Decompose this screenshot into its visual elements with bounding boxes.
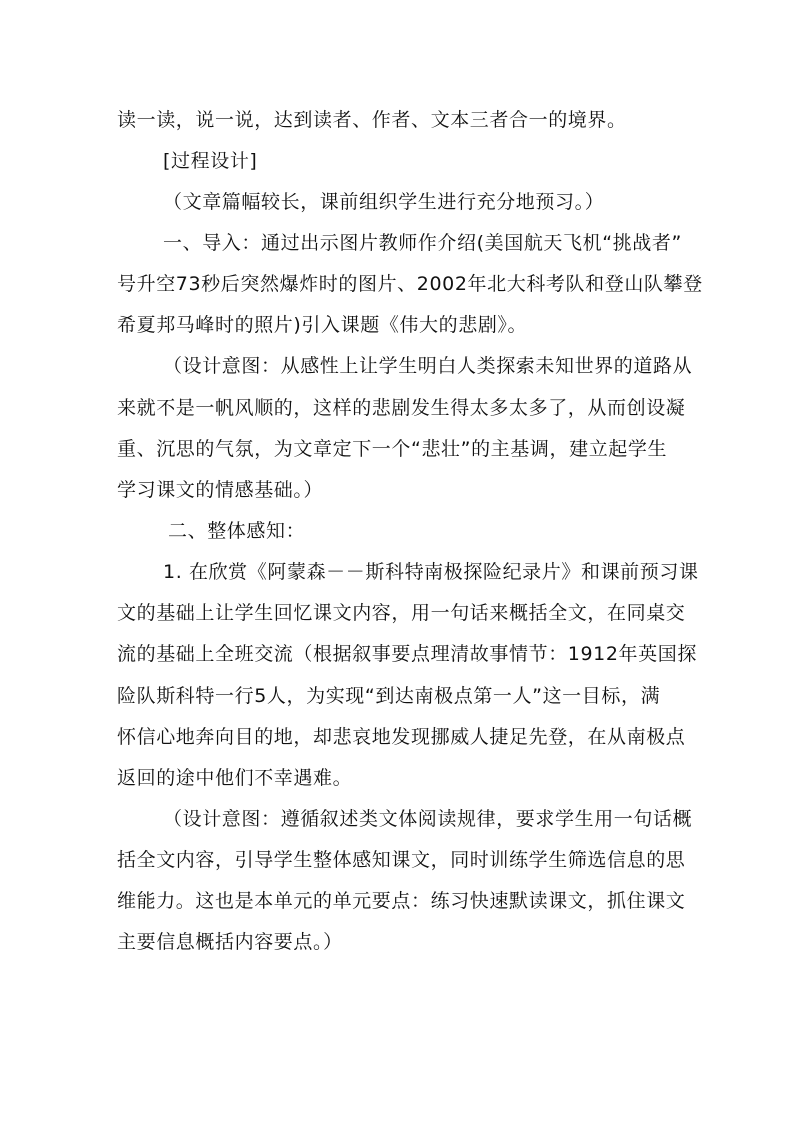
- text-line: （文章篇幅较长，课前组织学生进行充分地预习。）: [163, 191, 605, 213]
- text-line: 括全文内容，引导学生整体感知课文，同时训练学生筛选信息的思: [117, 849, 686, 871]
- text-line: 学习课文的情感基础。）: [117, 479, 324, 501]
- text-line: 1. 在欣赏《阿蒙森－－斯科特南极探险纪录片》和课前预习课: [163, 561, 699, 583]
- text-line: 一、导入：通过出示图片教师作介绍(美国航天飞机“挑战者”: [163, 232, 682, 254]
- text-line: 读一读，说一说，达到读者、作者、文本三者合一的境界。: [117, 109, 627, 131]
- text-line: 怀信心地奔向目的地，却悲哀地发现挪威人捷足先登，在从南极点: [117, 726, 686, 748]
- text-line: 文的基础上让学生回忆课文内容，用一句话来概括全文，在同桌交: [117, 602, 686, 624]
- text-line: 返回的途中他们不幸遇难。: [117, 767, 353, 789]
- text-line: （设计意图：从感性上让学生明白人类探索未知世界的道路从: [163, 355, 693, 377]
- text-line: 维能力。这也是本单元的单元要点：练习快速默读课文，抓住课文: [117, 890, 686, 912]
- text-line: 险队斯科特一行5人，为实现“到达南极点第一人”这一目标，满: [117, 685, 661, 707]
- section-heading: 二、整体感知：: [168, 520, 306, 542]
- text-line: 重、沉思的气氛，为文章定下一个“悲壮”的主基调，建立起学生: [117, 438, 668, 460]
- text-line: 希夏邦马峰时的照片)引入课题《伟大的悲剧》。: [117, 314, 528, 336]
- text-line: 主要信息概括内容要点。）: [117, 931, 343, 953]
- text-line: 号升空73秒后突然爆炸时的图片、2002年北大科考队和登山队攀登: [117, 273, 703, 295]
- text-line: 来就不是一帆风顺的，这样的悲剧发生得太多太多了，从而创设凝: [117, 397, 686, 419]
- section-heading: [过程设计]: [163, 150, 258, 172]
- text-line: 流的基础上全班交流（根据叙事要点理清故事情节：1912年英国探: [117, 643, 697, 665]
- text-line: （设计意图：遵循叙述类文体阅读规律，要求学生用一句话概: [163, 808, 693, 830]
